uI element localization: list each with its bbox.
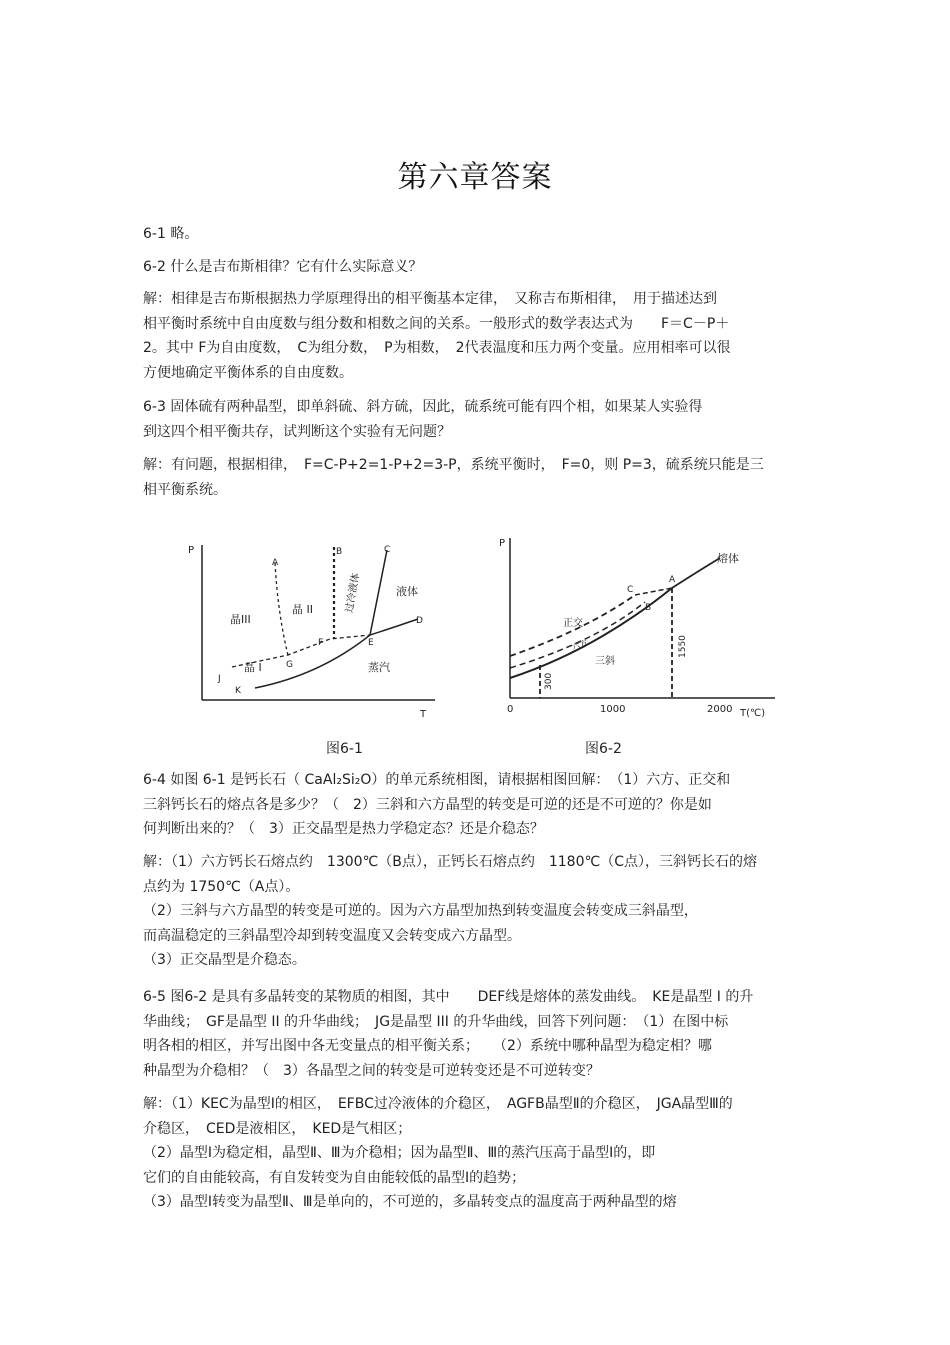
fig2-label-hexa: 六方 [570, 638, 589, 652]
fig2-label-melt: 熔体 [717, 552, 739, 565]
fig2-axis-p: P [499, 538, 506, 549]
fig1-point-a: A [272, 558, 279, 568]
fig1-region-vapor: 蒸汽 [368, 661, 390, 674]
fig2-tick-1000: 1000 [600, 704, 626, 715]
question-6-2 [143, 255, 808, 280]
fig1-point-j: J [218, 674, 221, 684]
figure-6-1 [180, 535, 440, 725]
text-line: 2。其中 F为自由度数， C为组分数， P为相数， 2代表温度和压力两个变量。应用相率可以很 [143, 340, 731, 356]
text-line: 解：（1）六方钙长石熔点约 1300℃（B点），正钙长石熔点约 1180℃（C点），三斜钙长石的熔 [143, 854, 757, 870]
text-line: 6-2 什么是吉布斯相律？它有什么实际意义？ [143, 259, 423, 275]
text-line: （3）正交晶型是介稳态。 [143, 952, 306, 968]
answer-6-4 [143, 850, 808, 973]
text-line: 华曲线； GF是晶型 II 的升华曲线； JG是晶型 III 的升华曲线，回答下列问题： （1）在图中标 [143, 1013, 729, 1030]
fig2-point-a: A [669, 575, 676, 585]
figure-6-2 [495, 530, 785, 725]
fig1-region-crystal3: 晶III [230, 613, 251, 626]
text-line: （2）晶型Ⅰ为稳定相，晶型Ⅱ、Ⅲ为介稳相；因为晶型Ⅱ、Ⅲ的蒸汽压高于晶型Ⅰ的，即 [143, 1145, 656, 1161]
text-line: 解：相律是吉布斯根据热力学原理得出的相平衡基本定律， 又称吉布斯相律， 用于描述达到 [143, 291, 717, 307]
fig1-point-e: E [368, 638, 374, 648]
answer-6-3 [143, 453, 808, 502]
text-line: 明各相的相区，并写出图中各无变量点的相平衡关系； （2）系统中哪种晶型为稳定相？哪 [143, 1038, 712, 1054]
fig2-label-tri: 三斜 [595, 656, 615, 667]
fig2-tick-0: 0 [507, 704, 514, 715]
text-line: 6-1 略。 [143, 226, 199, 242]
figure-6-2-svg [495, 530, 785, 725]
fig2-tick-2000: 2000 [707, 704, 733, 715]
answer-6-5 [143, 1092, 808, 1215]
question-6-5 [143, 985, 808, 1083]
fig2-label-1550: 1550 [678, 635, 688, 658]
text-line: 解：有问题，根据相律， F=C-P+2=1-P+2=3-P，系统平衡时， F=0，则 P=3，硫系统只能是三 [143, 457, 764, 473]
text-line: 三斜钙长石的熔点各是多少？（ 2）三斜和六方晶型的转变是可逆的还是不可逆的？你是如 [143, 796, 712, 813]
question-6-3 [143, 395, 808, 444]
fig2-label-ortho: 正交 [563, 618, 583, 629]
text-line: 6-4 如图 6-1 是钙长石（ CaAl₂Si₂O）的单元系统相图，请根据相图回解： （1）六方、正交和 [143, 772, 731, 788]
fig1-axis-t: T [420, 709, 427, 720]
figure-6-1-caption: 图6-1 [326, 741, 363, 757]
fig1-point-g: G [286, 660, 293, 670]
text-line: 相平衡时系统中自由度数与组分数和相数之间的关系。一般形式的数学表达式为 F＝C－P＋ [143, 315, 730, 332]
fig1-point-b: B [336, 547, 343, 557]
fig1-point-c: C [384, 545, 391, 555]
fig1-point-f: F [318, 638, 324, 648]
text-line: 它们的自由能较高，有自发转变为自由能较低的晶型Ⅰ的趋势； [143, 1169, 526, 1186]
text-line: 6-3 固体硫有两种晶型，即单斜硫、斜方硫，因此，硫系统可能有四个相，如果某人实验得 [143, 399, 703, 415]
text-line: 方便地确定平衡体系的自由度数。 [143, 364, 353, 381]
fig2-point-c: C [627, 585, 634, 595]
text-line: 到这四个相平衡共存，试判断这个实验有无问题？ [143, 423, 451, 440]
text-line: 介稳区， CED是液相区， KED是气相区； [143, 1120, 412, 1137]
fig1-region-supercooled: 过冷液体 [344, 572, 362, 614]
fig1-point-k: K [235, 686, 241, 696]
text-line: 何判断出来的？（ 3）正交晶型是热力学稳定态？还是介稳态？ [143, 821, 544, 837]
page-title: 第六章答案 [397, 160, 553, 195]
text-line: 相平衡系统。 [143, 481, 227, 498]
figure-6-2-caption: 图6-2 [585, 741, 622, 757]
text-line: 解：（1）KEC为晶型Ⅰ的相区， EFBC过冷液体的介稳区， AGFB晶型Ⅱ的介稳区， JGA晶型Ⅲ的 [143, 1096, 733, 1112]
text-line: 点约为 1750℃（A点）。 [143, 878, 300, 895]
fig1-region-crystal2: 晶 II [292, 603, 313, 616]
fig2-label-300: 300 [544, 672, 554, 690]
fig1-point-d: D [416, 616, 423, 626]
fig1-axis-p: P [188, 545, 195, 556]
text-line: 种晶型为介稳相？（ 3）各晶型之间的转变是可逆转变还是不可逆转变？ [143, 1062, 600, 1079]
fig1-region-liquid: 液体 [396, 585, 418, 598]
fig1-region-crystal1: 晶 I [244, 661, 262, 674]
text-line: （2）三斜与六方晶型的转变是可逆的。因为六方晶型加热到转变温度会转变成三斜晶型， [143, 903, 698, 919]
answer-6-2 [143, 287, 808, 385]
answer-6-1 [143, 222, 808, 247]
fig2-axis-t: T(℃) [740, 708, 766, 719]
question-6-4 [143, 768, 808, 842]
figure-6-1-svg [180, 535, 440, 725]
text-line: （3）晶型Ⅰ转变为晶型Ⅱ、Ⅲ是单向的，不可逆的，多晶转变点的温度高于两种晶型的熔 [143, 1194, 677, 1210]
text-line: 而高温稳定的三斜晶型冷却到转变温度又会转变成六方晶型。 [143, 927, 521, 944]
text-line: 6-5 图6-2 是具有多晶转变的某物质的相图，其中 DEF线是熔体的蒸发曲线。 KE是晶型 I 的升 [143, 989, 754, 1005]
fig2-point-b: B [645, 603, 652, 613]
